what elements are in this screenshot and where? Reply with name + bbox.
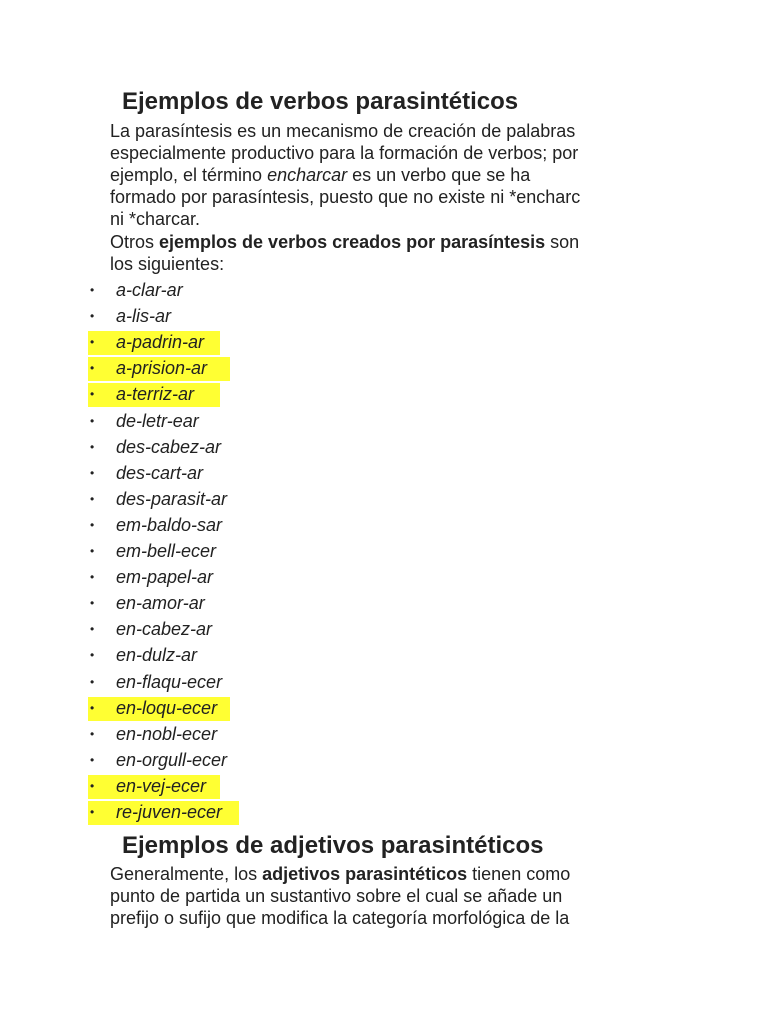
- verb-list-item: [0, 514, 260, 540]
- intro-line: ni *charcar.: [110, 209, 201, 229]
- bullet-icon: •: [90, 309, 95, 324]
- section-heading-adjectives: Ejemplos de adjetivos parasintéticos: [122, 832, 544, 859]
- others-line: los siguientes:: [110, 254, 225, 274]
- verb-text: a-terriz-ar: [116, 384, 195, 405]
- adjectives-line: prefijo o sufijo que modifica la categoría morfológica de la: [110, 908, 570, 928]
- verb-text: en-vej-ecer: [116, 775, 207, 796]
- adjectives-text: Generalmente, los: [110, 864, 263, 884]
- verb-text: em-papel-ar: [116, 567, 214, 588]
- bullet-icon: •: [90, 361, 95, 376]
- bullet-icon: •: [90, 439, 95, 454]
- adjectives-paragraph: [110, 863, 670, 929]
- verb-list-item: [0, 410, 260, 436]
- verb-text: em-baldo-sar: [116, 514, 223, 535]
- verb-text: en-flaqu-ecer: [116, 671, 223, 692]
- bullet-icon: •: [90, 596, 95, 611]
- verb-list-item: [0, 749, 260, 775]
- verb-text: a-clar-ar: [116, 280, 183, 300]
- verb-list-item: [0, 331, 260, 357]
- others-text: son: [545, 232, 580, 252]
- bullet-icon: •: [90, 517, 95, 532]
- bullet-icon: •: [90, 283, 95, 297]
- verb-list-item: [0, 305, 260, 331]
- verb-text: a-prision-ar: [116, 358, 208, 379]
- verb-text: de-letr-ear: [116, 410, 199, 431]
- example-term: encharcar: [267, 165, 348, 185]
- verb-text: en-cabez-ar: [116, 619, 213, 640]
- bullet-icon: •: [90, 622, 95, 637]
- verb-text: des-cabez-ar: [116, 436, 222, 457]
- verb-list-item: [0, 357, 260, 383]
- verb-text: en-nobl-ecer: [116, 723, 218, 744]
- verb-list-item: [0, 775, 260, 801]
- verb-list-item: [0, 644, 260, 670]
- bullet-icon: •: [90, 335, 95, 350]
- verb-text: em-bell-ecer: [116, 541, 217, 561]
- intro-text: es un verbo que se ha: [347, 165, 531, 185]
- adjectives-line: punto de partida un sustantivo sobre el cual se añade un: [110, 886, 563, 906]
- verb-list-item: [0, 697, 260, 723]
- bullet-icon: •: [90, 413, 95, 428]
- intro-line: [110, 164, 670, 186]
- bullet-icon: •: [90, 544, 95, 558]
- intro-line: especialmente productivo para la formación de verbos; por: [110, 143, 579, 163]
- bullet-icon: •: [90, 726, 95, 741]
- verb-text: en-loqu-ecer: [116, 697, 218, 718]
- bullet-icon: •: [90, 778, 95, 793]
- verb-list-item: [0, 671, 260, 697]
- verb-text: a-lis-ar: [116, 306, 172, 327]
- bullet-icon: •: [90, 648, 95, 663]
- verb-text: a-padrin-ar: [116, 332, 205, 353]
- verb-list-item: [0, 592, 260, 618]
- verb-text: re-juven-ecer: [116, 802, 223, 822]
- others-paragraph: [110, 231, 670, 275]
- bullet-icon: •: [90, 465, 95, 480]
- adjectives-line: [110, 863, 670, 885]
- bullet-icon: •: [90, 805, 95, 819]
- verb-list-item: [0, 436, 260, 462]
- verb-list-item: [0, 566, 260, 592]
- bullet-icon: •: [90, 570, 95, 585]
- verb-list-item: [0, 279, 260, 305]
- verb-list-item: [0, 488, 260, 514]
- others-bold-text: ejemplos de verbos creados por parasíntesis: [159, 232, 546, 252]
- verb-text: en-dulz-ar: [116, 645, 198, 666]
- intro-line: La parasíntesis es un mecanismo de creación de palabras: [110, 121, 576, 141]
- intro-paragraph: [110, 120, 670, 230]
- bullet-icon: •: [90, 674, 95, 689]
- verb-text: des-cart-ar: [116, 462, 204, 483]
- bullet-icon: •: [90, 491, 95, 506]
- intro-line: formado por parasíntesis, puesto que no existe ni *encharc: [110, 187, 581, 207]
- verb-text: en-amor-ar: [116, 593, 205, 614]
- verb-text: en-orgull-ecer: [116, 749, 228, 770]
- others-line: [110, 231, 670, 253]
- verb-list-item: [0, 723, 260, 749]
- verb-list-item: [0, 540, 260, 566]
- verb-text: des-parasit-ar: [116, 488, 228, 509]
- verb-list-item: [0, 383, 260, 409]
- verb-list-item: [0, 462, 260, 488]
- verb-list-item: [0, 801, 260, 827]
- verb-list-item: [0, 618, 260, 644]
- adjectives-bold-text: adjetivos parasintéticos: [262, 864, 468, 884]
- bullet-icon: •: [90, 387, 95, 402]
- adjectives-text: tienen como: [467, 864, 571, 884]
- others-text: Otros: [110, 232, 160, 252]
- bullet-icon: •: [90, 752, 95, 767]
- intro-text: ejemplo, el término: [110, 165, 268, 185]
- section-heading-verbs: Ejemplos de verbos parasintéticos: [122, 88, 519, 115]
- bullet-icon: •: [90, 700, 95, 715]
